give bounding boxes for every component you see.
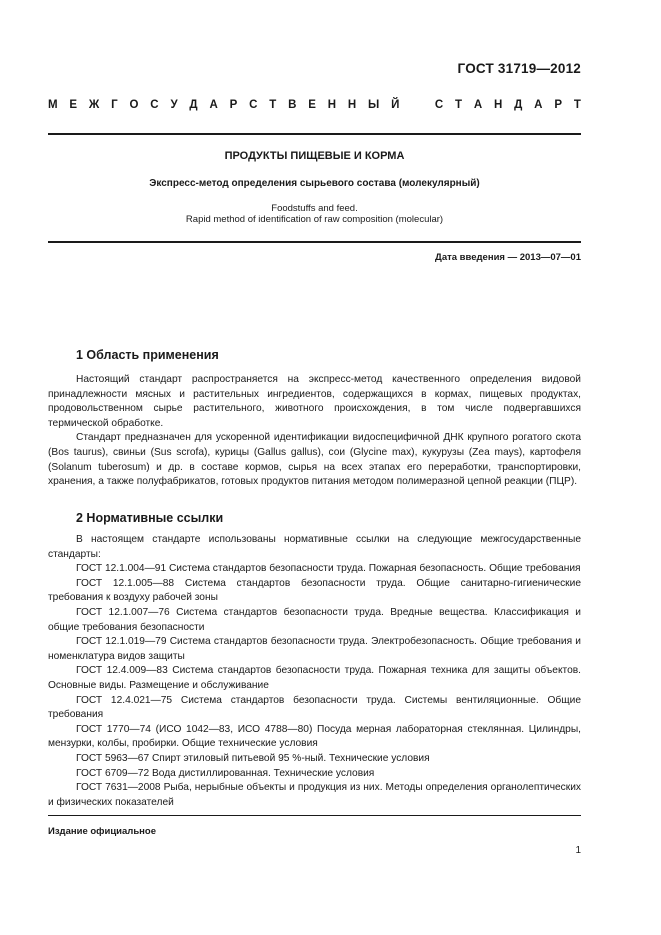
interstate-letter: О [129,99,139,111]
interstate-letter: С [150,99,159,111]
header-rule [48,133,581,135]
title-rule [48,241,581,243]
interstate-letter: Р [229,99,238,111]
interstate-letter: Р [554,99,562,111]
interstate-letter: У [170,99,178,111]
reference-item: ГОСТ 12.4.009—83 Система стандартов безопасности труда. Пожарная техника для защиты объектов. Основные виды. Размещение и обслуживание [48,665,581,691]
footer-rule [48,815,581,816]
interstate-letter: Н [494,99,503,111]
interstate-letter: Е [308,99,316,111]
reference-item: ГОСТ 12.1.005—88 Система стандартов безопасности труда. Общие санитарно-гигиенические требования к воздуху рабочей зоны [48,577,581,604]
interstate-letter: С [434,99,444,111]
section2-body [48,533,581,810]
interstate-letter: Д [189,99,198,111]
gost-code: ГОСТ 31719—2012 [457,61,581,76]
interstate-letter: Г [111,99,118,111]
section1-body [48,373,581,490]
standard-subtitle: Экспресс-метод определения сырьевого состава (молекулярный) [149,178,480,189]
interstate-letter: Н [347,99,357,111]
edition-label: Издание официальное [48,826,156,837]
interstate-letter: М [48,99,58,111]
section1-paragraph: Стандарт предназначен для ускоренной идентификации видоспецифичной ДНК крупного рогатого скота (Bos taurus), свиньи (Sus scrofa), курицы (Gallus gallus), сои (Glycine max), кукурузы (Zea mays), картофеля (Solanum tuberosum) и др. в составе кормов, сырья на всех этапах его переработки, транспортировки, хранения, а также полуфабрикатов, готовых продуктов питания методом полимеразной цепной реакции (ПЦР). [48,432,581,488]
standard-title: ПРОДУКТЫ ПИЩЕВЫЕ И КОРМА [224,150,405,162]
english-title-line2: Rapid method of identification of raw composition (molecular) [185,214,444,225]
interstate-letter: Й [391,99,400,111]
interstate-letter: А [473,99,483,111]
section2-heading: 2 Нормативные ссылки [76,511,224,525]
introduction-date: Дата введения — 2013—07—01 [435,252,581,263]
interstate-letter: А [209,99,218,111]
interstate-letter: Т [455,99,463,111]
reference-item: ГОСТ 12.1.007—76 Система стандартов безопасности труда. Вредные вещества. Классификация и общие требования безопасности [48,606,581,633]
page-number: 1 [575,845,581,856]
section1-paragraph: Настоящий стандарт распространяется на экспресс-метод качественного определения видовой принадлежности мясных и растительных ингредиентов, содержащихся в кормах, пищевых продуктах, продовольственном сырье растительного, животного происхождения, в том числе подвергавшихся термической обработке. [48,374,581,429]
reference-item: ГОСТ 5963—67 Спирт этиловый питьевой 95 %-ный. Технические условия [76,752,430,764]
reference-item: ГОСТ 12.1.004—91 Система стандартов безопасности труда. Пожарная безопасность. Общие требования [76,563,581,575]
interstate-letter: Ж [88,99,100,111]
interstate-standard-label [48,99,581,111]
section2-intro: В настоящем стандарте использованы нормативные ссылки на следующие межгосударственные стандарты: [48,534,581,560]
interstate-letter: А [534,99,543,111]
interstate-letter: Д [514,99,523,111]
interstate-letter: С [249,99,258,111]
interstate-letter: Т [269,99,277,111]
reference-item: ГОСТ 12.4.021—75 Система стандартов безопасности труда. Системы вентиляционные. Общие требования [48,694,581,721]
interstate-letter: Е [69,99,78,111]
reference-item: ГОСТ 7631—2008 Рыба, нерыбные объекты и продукция из них. Методы определения органолептических и физических показателей [48,782,581,808]
interstate-letter: В [288,99,297,111]
interstate-letter: Т [573,99,581,111]
reference-item: ГОСТ 6709—72 Вода дистиллированная. Технические условия [76,767,375,779]
section1-heading: 1 Область применения [76,348,219,362]
english-title-line1: Foodstuffs and feed. [271,203,358,214]
interstate-letter: Ы [368,99,380,111]
reference-item: ГОСТ 12.1.019—79 Система стандартов безопасности труда. Электробезопасность. Общие требования и номенклатура видов защиты [48,636,581,662]
interstate-letter: Н [327,99,337,111]
reference-item: ГОСТ 1770—74 (ИСО 1042—83, ИСО 4788—80) Посуда мерная лабораторная стеклянная. Цилиндры, мензурки, колбы, пробирки. Общие технические условия [48,723,581,750]
